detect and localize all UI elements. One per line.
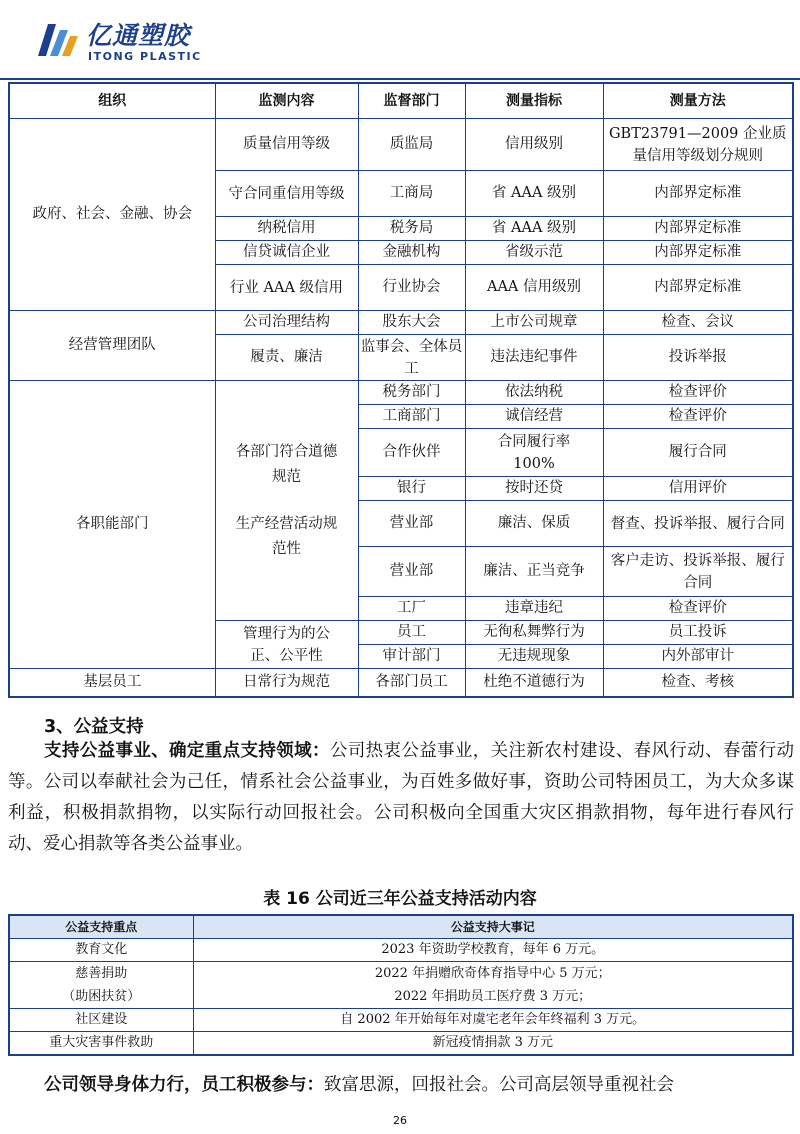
page-number: 26 xyxy=(393,1114,407,1127)
table-cell: 检查、考核 xyxy=(603,669,793,697)
table-row xyxy=(9,962,793,1009)
column-header: 公益支持重点 xyxy=(9,915,193,939)
events-cell: 自 2002 年开始每年对虞宅老年会年终福利 3 万元。 xyxy=(193,1009,793,1032)
logo-english-text: ITONG PLASTIC xyxy=(88,50,202,63)
table-cell: 检查评价 xyxy=(603,597,793,621)
group-cell-gov: 政府、社会、金融、协会 xyxy=(9,119,215,311)
page-header xyxy=(0,0,800,80)
charity-table xyxy=(8,914,794,1056)
group-cell-staff: 基层员工 xyxy=(9,669,215,697)
column-header: 组织 xyxy=(9,83,215,119)
table-cell: 履责、廉洁 xyxy=(215,335,358,381)
section-heading: 3、公益支持 xyxy=(44,717,144,737)
table-row xyxy=(9,311,793,335)
table-cell: 信用级别 xyxy=(465,119,603,171)
table-cell: 金融机构 xyxy=(358,241,465,265)
column-header: 公益支持大事记 xyxy=(193,915,793,939)
table-cell: 质监局 xyxy=(358,119,465,171)
table-cell: 员工 xyxy=(358,621,465,645)
focus-line: （助困扶贫） xyxy=(62,989,141,1004)
table-cell: GBT23791—2009 企业质量信用等级划分规则 xyxy=(603,119,793,171)
table-cell: 各部门员工 xyxy=(358,669,465,697)
table-cell: 工商局 xyxy=(358,171,465,217)
table-row xyxy=(9,381,793,405)
fair-content-cell: 管理行为的公正、公平性 xyxy=(215,621,358,669)
table-cell: 依法纳税 xyxy=(465,381,603,405)
table-cell: 违章违纪 xyxy=(465,597,603,621)
body-paragraph xyxy=(8,736,794,860)
group-cell-depts: 各职能部门 xyxy=(9,381,215,669)
table-cell: 税务局 xyxy=(358,217,465,241)
table-cell: 内部界定标准 xyxy=(603,217,793,241)
table-cell: AAA 信用级别 xyxy=(465,265,603,311)
dept-content-line: 生产经营活动规范性 xyxy=(235,515,338,557)
column-header: 测量方法 xyxy=(603,83,793,119)
table-cell: 行业 AAA 级信用 xyxy=(215,265,358,311)
paragraph-body: 致富思源，回报社会。公司高层领导重视社会 xyxy=(324,1075,674,1095)
table-cell: 公司治理结构 xyxy=(215,311,358,335)
table-cell: 内部界定标准 xyxy=(603,265,793,311)
table-cell: 按时还贷 xyxy=(465,477,603,501)
table-cell: 上市公司规章 xyxy=(465,311,603,335)
table-cell: 履行合同 xyxy=(603,429,793,477)
table-cell: 税务部门 xyxy=(358,381,465,405)
table-row xyxy=(9,1032,793,1056)
table-cell: 检查评价 xyxy=(603,405,793,429)
table-cell: 无徇私舞弊行为 xyxy=(465,621,603,645)
column-header: 监督部门 xyxy=(358,83,465,119)
table-header-row xyxy=(9,83,793,119)
focus-cell xyxy=(9,962,193,1009)
table-cell: 守合同重信用等级 xyxy=(215,171,358,217)
header-rule xyxy=(0,78,800,80)
table-cell: 工商部门 xyxy=(358,405,465,429)
table-cell: 杜绝不道德行为 xyxy=(465,669,603,697)
table-cell: 工厂 xyxy=(358,597,465,621)
table-cell: 违法违纪事件 xyxy=(465,335,603,381)
table-row xyxy=(9,1009,793,1032)
table-cell: 信贷诚信企业 xyxy=(215,241,358,265)
table-cell: 无违规现象 xyxy=(465,645,603,669)
company-logo xyxy=(6,2,204,76)
focus-cell: 社区建设 xyxy=(9,1009,193,1032)
table-cell: 省级示范 xyxy=(465,241,603,265)
table-cell: 内外部审计 xyxy=(603,645,793,669)
table-cell: 内部界定标准 xyxy=(603,171,793,217)
focus-cell: 教育文化 xyxy=(9,939,193,962)
table-cell: 营业部 xyxy=(358,501,465,547)
logo-chinese-text: 亿通塑胶 xyxy=(86,21,191,50)
table-cell: 投诉举报 xyxy=(603,335,793,381)
dept-content-line: 各部门符合道德规范 xyxy=(235,443,338,485)
table-cell: 内部界定标准 xyxy=(603,241,793,265)
table-cell: 廉洁、保质 xyxy=(465,501,603,547)
table-cell: 合同履行率 100% xyxy=(465,429,603,477)
table-cell: 监事会、全体员工 xyxy=(358,335,465,381)
column-header: 测量指标 xyxy=(465,83,603,119)
paragraph-body: 公司热衷公益事业，关注新农村建设、春风行动、春蕾行动等。公司以奉献社会为己任，情系社会公益事业，为百姓多做好事，资助公司特困员工，为大众多谋利益，积极捐款捐物，以实际行动回报社会。公司积极向全国重大灾区捐款捐物，每年进行春风行动、爱心捐款等各类公益事业。 xyxy=(8,741,795,854)
table-cell: 客户走访、投诉举报、履行合同 xyxy=(603,547,793,597)
dept-content-cell xyxy=(215,381,358,621)
table-cell: 督查、投诉举报、履行合同 xyxy=(603,501,793,547)
focus-line: 慈善捐助 xyxy=(75,966,128,981)
table-cell: 日常行为规范 xyxy=(215,669,358,697)
table-cell: 行业协会 xyxy=(358,265,465,311)
table-cell: 省 AAA 级别 xyxy=(465,217,603,241)
table-cell: 纳税信用 xyxy=(215,217,358,241)
table-cell: 检查评价 xyxy=(603,381,793,405)
paragraph-lead: 公司领导身体力行，员工积极参与： xyxy=(44,1075,324,1095)
logo-mark-icon xyxy=(34,16,80,62)
closing-paragraph xyxy=(44,1070,794,1101)
events-cell xyxy=(193,962,793,1009)
event-line: 2022 年捐赠欣奇体育指导中心 5 万元； xyxy=(374,966,611,981)
events-cell: 2023 年资助学校教育，每年 6 万元。 xyxy=(193,939,793,962)
table-cell: 股东大会 xyxy=(358,311,465,335)
column-header: 监测内容 xyxy=(215,83,358,119)
event-line: 2022 年捐助员工医疗费 3 万元； xyxy=(394,989,592,1004)
events-cell: 新冠疫情捐款 3 万元 xyxy=(193,1032,793,1056)
table-cell: 省 AAA 级别 xyxy=(465,171,603,217)
group-cell-mgmt: 经营管理团队 xyxy=(9,311,215,381)
paragraph-lead: 支持公益事业、确定重点支持领域： xyxy=(44,741,330,761)
table-row xyxy=(9,669,793,697)
table-cell: 员工投诉 xyxy=(603,621,793,645)
table-cell: 合作伙伴 xyxy=(358,429,465,477)
table-caption: 表 16 公司近三年公益支持活动内容 xyxy=(263,889,537,909)
focus-cell: 重大灾害事件救助 xyxy=(9,1032,193,1056)
table-header-row xyxy=(9,915,793,939)
table-cell: 审计部门 xyxy=(358,645,465,669)
monitoring-table xyxy=(8,82,794,698)
table-cell: 诚信经营 xyxy=(465,405,603,429)
table-cell: 廉洁、正当竞争 xyxy=(465,547,603,597)
table-cell: 信用评价 xyxy=(603,477,793,501)
table-cell: 质量信用等级 xyxy=(215,119,358,171)
table-cell: 检查、会议 xyxy=(603,311,793,335)
table-cell: 银行 xyxy=(358,477,465,501)
table-row xyxy=(9,939,793,962)
table-row xyxy=(9,119,793,171)
table-cell: 营业部 xyxy=(358,547,465,597)
